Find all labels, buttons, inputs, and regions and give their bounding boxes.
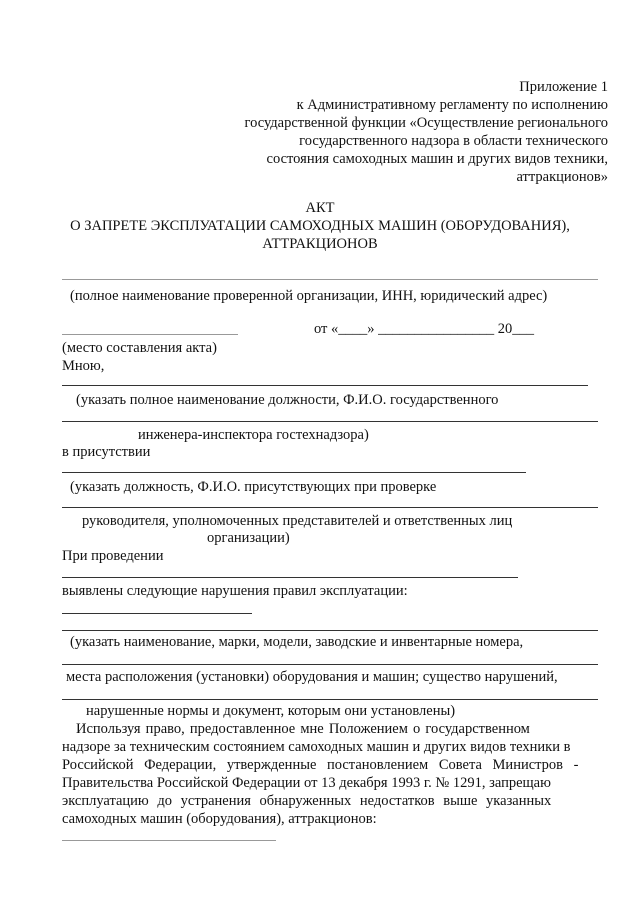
official-fill-line: [62, 385, 588, 386]
equipment-caption-2: места расположения (установки) оборудования и машин; существо нарушений,: [66, 669, 558, 685]
appendix-line: Приложение 1: [519, 79, 608, 95]
title-line: АКТ: [305, 200, 335, 216]
in-presence-label: в присутствии: [62, 444, 151, 460]
presence-caption-3: организации): [207, 530, 290, 546]
paragraph-line: Используя право, предоставленное мне Положением о государственном: [76, 721, 530, 737]
during-label: При проведении: [62, 548, 164, 564]
presence-caption-2: руководителя, уполномоченных представителей и ответственных лиц: [82, 513, 513, 529]
appendix-line: аттракционов»: [516, 169, 608, 185]
presence-fill-line: [62, 472, 526, 473]
paragraph-line: эксплуатацию до устранения обнаруженных недостатков выше указанных: [62, 793, 552, 809]
date-line: от «____» ________________ 20___: [314, 321, 535, 337]
appendix-line: к Административному регламенту по исполнению: [296, 97, 608, 113]
place-caption: (место составления акта): [62, 340, 217, 356]
appendix-line: состояния самоходных машин и других видов техники,: [266, 151, 608, 167]
during-fill-line: [62, 577, 518, 578]
official-caption-2: инженера-инспектора гостехнадзора): [138, 427, 369, 443]
appendix-line: государственной функции «Осуществление регионального: [244, 115, 608, 131]
final-fill-line: [62, 840, 276, 841]
place-fill-line: [62, 334, 238, 335]
violations-found-label: выявлены следующие нарушения правил эксплуатации:: [62, 583, 408, 599]
organization-caption: (полное наименование проверенной организации, ИНН, юридический адрес): [70, 288, 548, 304]
paragraph-line: Правительства Российской Федерации от 13 декабря 1993 г. № 1291, запрещаю: [62, 775, 551, 791]
official-fill-line-2: [62, 421, 598, 422]
paragraph-line: самоходных машин (оборудования), аттракционов:: [62, 811, 377, 827]
presence-fill-line-2: [62, 507, 598, 508]
title-line: АТТРАКЦИОНОВ: [262, 236, 378, 252]
equipment-fill-line-2: [62, 664, 598, 665]
organization-fill-line: [62, 279, 598, 280]
title-line: О ЗАПРЕТЕ ЭКСПЛУАТАЦИИ САМОХОДНЫХ МАШИН (ОБОРУДОВАНИЯ),: [70, 218, 570, 234]
by-me-label: Мною,: [62, 358, 105, 374]
appendix-line: государственного надзора в области технического: [299, 133, 608, 149]
paragraph-line: Российской Федерации, утвержденные постановлением Совета Министров -: [62, 757, 579, 773]
equipment-fill-line: [62, 630, 598, 631]
equipment-caption-3: нарушенные нормы и документ, которым они установлены): [86, 703, 456, 719]
paragraph-line: надзоре за техническим состоянием самоходных машин и других видов техники в: [62, 739, 571, 755]
equipment-caption: (указать наименование, марки, модели, заводские и инвентарные номера,: [70, 634, 524, 650]
official-caption: (указать полное наименование должности, Ф.И.О. государственного: [76, 392, 499, 408]
presence-caption: (указать должность, Ф.И.О. присутствующих при проверке: [70, 479, 437, 495]
violations-fill-line: [62, 613, 252, 614]
equipment-fill-line-3: [62, 699, 598, 700]
